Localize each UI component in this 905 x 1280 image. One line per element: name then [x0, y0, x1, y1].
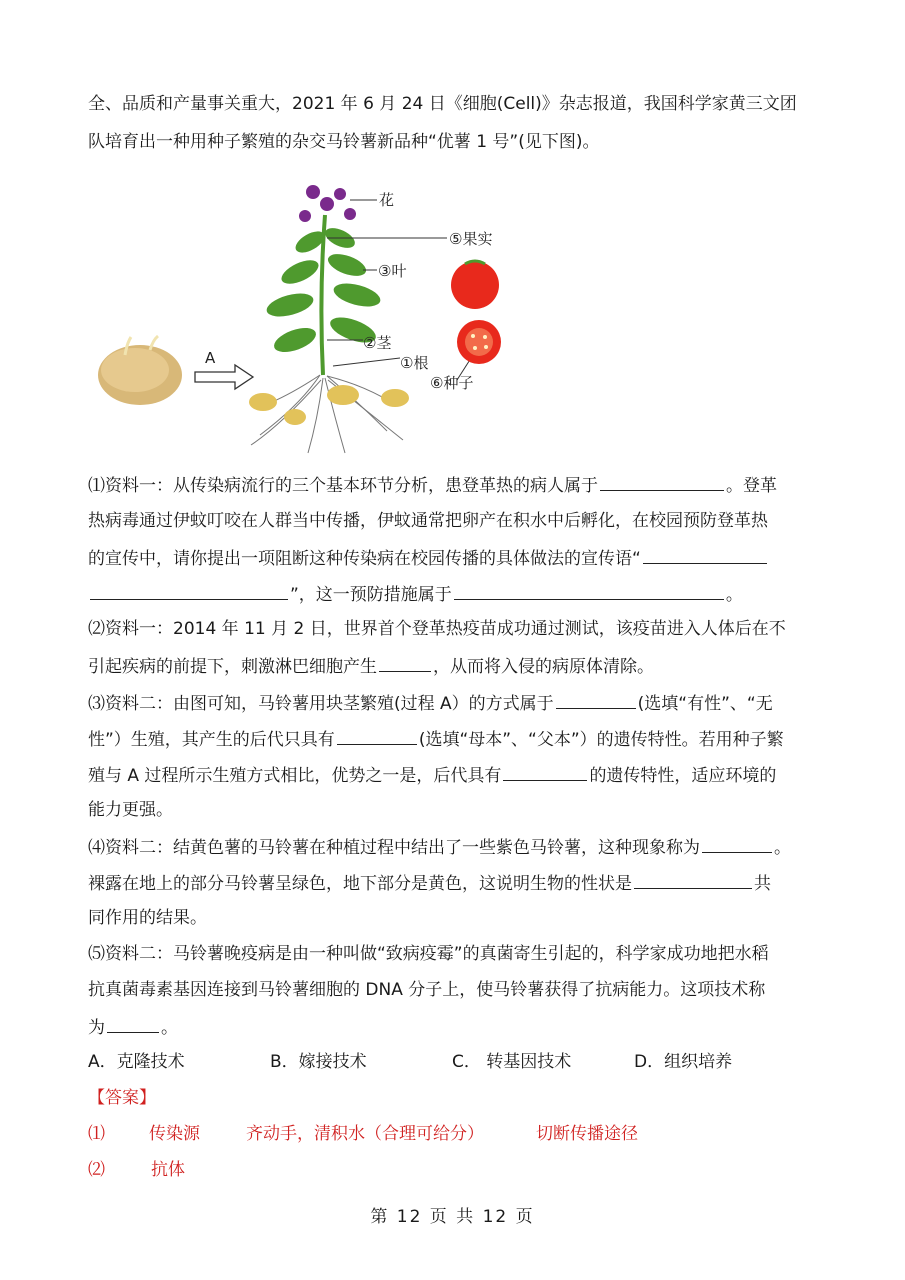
- answer-header: 【答案】: [88, 1088, 156, 1108]
- intro-line-1: 全、品质和产量事关重大，2021 年 6 月 24 日《细胞(Cell)》杂志报道，我国科学家黄三文团: [88, 94, 797, 114]
- q3-line-1: ⑶资料二：由图可知，马铃薯用块茎繁殖(过程 A）的方式属于 (选填“有性”、“无: [88, 690, 773, 716]
- potato-plant-figure: [95, 180, 515, 460]
- arrow-label: A: [205, 349, 216, 367]
- label-root: ①根: [400, 354, 429, 372]
- option-d[interactable]: D．组织培养: [634, 1052, 733, 1072]
- label-stem: ②茎: [363, 334, 392, 352]
- answer-1-part-3: 切断传播途径: [536, 1124, 638, 1144]
- q1-blank-3[interactable]: [454, 581, 724, 600]
- q3-line-2: 性”）生殖，其产生的后代只具有 (选填“母本”、“父本”）的遗传特性。若用种子繁: [88, 726, 784, 752]
- q3-blank-3[interactable]: [503, 762, 587, 781]
- answer-1-part-2: 齐动手，清积水（合理可给分）: [246, 1124, 484, 1144]
- option-c[interactable]: C． 转基因技术: [452, 1052, 572, 1072]
- option-a[interactable]: A．克隆技术: [88, 1052, 185, 1072]
- q1-line-2: 热病毒通过伊蚊叮咬在人群当中传播，伊蚊通常把卵产在积水中后孵化，在校园预防登革热: [88, 511, 768, 531]
- option-b[interactable]: B．嫁接技术: [270, 1052, 367, 1072]
- q5-line-3: 为 。: [88, 1014, 178, 1040]
- intro-line-2: 队培育出一种用种子繁殖的杂交马铃薯新品种“优薯 1 号”(见下图)。: [88, 132, 600, 152]
- answer-2-part-1: 抗体: [151, 1160, 185, 1180]
- q1-line-3: 的宣传中，请你提出一项阻断这种传染病在校园传播的具体做法的宣传语“: [88, 545, 769, 571]
- q1-blank-2b[interactable]: [90, 581, 288, 600]
- q3-line-4: 能力更强。: [88, 800, 173, 820]
- answer-1-part-1: 传染源: [149, 1124, 200, 1144]
- label-fruit: ⑤果实: [449, 230, 493, 248]
- answer-2-num: ⑵: [88, 1160, 105, 1180]
- q1-blank-2a[interactable]: [643, 545, 767, 564]
- q2-blank-1[interactable]: [379, 653, 431, 672]
- q1-line-4: ”，这一预防措施属于 。: [88, 581, 743, 607]
- q5-blank-1[interactable]: [107, 1014, 159, 1033]
- q1-line-1: ⑴资料一：从传染病流行的三个基本环节分析，患登革热的病人属于 。登革: [88, 472, 777, 498]
- q3-blank-2[interactable]: [337, 726, 417, 745]
- answer-1-num: ⑴: [88, 1124, 105, 1144]
- q4-blank-2[interactable]: [634, 870, 752, 889]
- q2-line-1: ⑵资料一：2014 年 11 月 2 日，世界首个登革热疫苗成功通过测试，该疫苗进入人体后在不: [88, 619, 786, 639]
- roots-icon: [251, 375, 403, 453]
- q4-line-1: ⑷资料二：结黄色薯的马铃薯在种植过程中结出了一些紫色马铃薯，这种现象称为 。: [88, 834, 791, 860]
- answer-2: [88, 1158, 185, 1182]
- q4-blank-1[interactable]: [702, 834, 772, 853]
- label-leaf: ③叶: [378, 262, 407, 280]
- answer-1: [88, 1122, 638, 1146]
- flower-icon: [299, 185, 356, 222]
- tomato-fruit-icon: [451, 261, 499, 309]
- q3-line-3: 殖与 A 过程所示生殖方式相比，优势之一是，后代具有 的遗传特性，适应环境的: [88, 762, 776, 788]
- q4-line-2: 裸露在地上的部分马铃薯呈绿色，地下部分是黄色，这说明生物的性状是 共: [88, 870, 771, 896]
- q5-line-1: ⑸资料二：马铃薯晚疫病是由一种叫做“致病疫霉”的真菌寄生引起的，科学家成功地把水稻: [88, 944, 769, 964]
- q4-line-3: 同作用的结果。: [88, 908, 207, 928]
- q5-line-2: 抗真菌毒素基因连接到马铃薯细胞的 DNA 分子上，使马铃薯获得了抗病能力。这项技术称: [88, 980, 766, 1000]
- q2-line-2: 引起疾病的前提下，刺激淋巴细胞产生 ，从而将入侵的病原体清除。: [88, 653, 654, 679]
- page-footer: 第 12 页 共 12 页: [370, 1207, 535, 1227]
- label-seed: ⑥种子: [430, 374, 474, 392]
- arrow-icon: [195, 365, 253, 389]
- label-flower: 花: [379, 191, 395, 209]
- q1-blank-1[interactable]: [600, 472, 724, 491]
- q3-blank-1[interactable]: [556, 690, 636, 709]
